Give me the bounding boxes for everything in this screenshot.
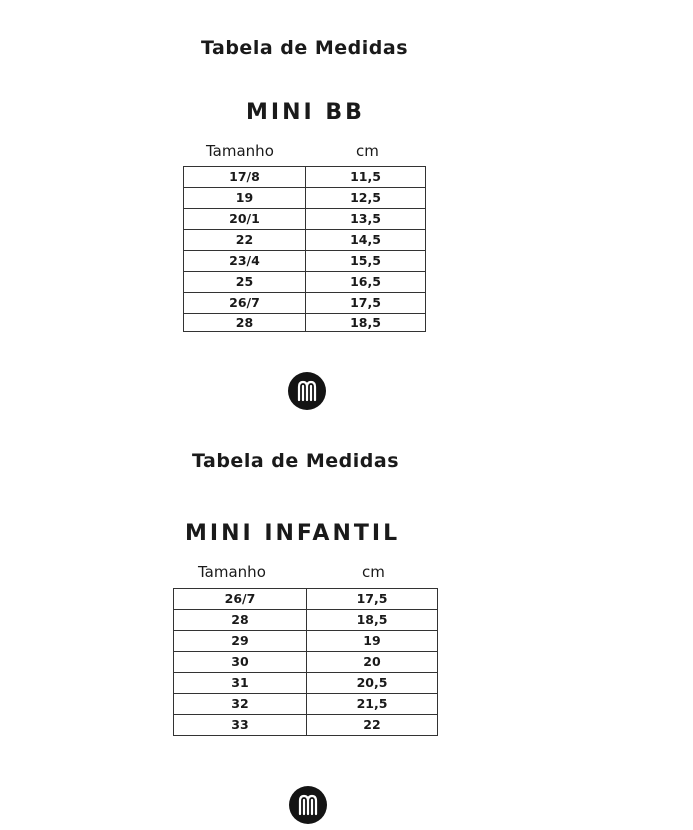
table-row: [174, 715, 438, 736]
melissa-m-logo-icon: [288, 372, 326, 410]
size-cell: 26/7: [174, 589, 307, 610]
size-cell: 28: [184, 314, 306, 332]
size-cell: 30: [174, 652, 307, 673]
size-cell: 26/7: [184, 293, 306, 314]
size-cell: 28: [174, 610, 307, 631]
cm-cell: 13,5: [306, 209, 426, 230]
table-row: [174, 631, 438, 652]
size-table-mini-infantil: [173, 588, 438, 736]
cm-cell: 16,5: [306, 272, 426, 293]
section-1-size-header: Tamanho: [206, 142, 274, 160]
table-row: [184, 167, 426, 188]
size-cell: 29: [174, 631, 307, 652]
cm-cell: 20: [307, 652, 438, 673]
size-cell: 32: [174, 694, 307, 715]
cm-cell: 20,5: [307, 673, 438, 694]
size-cell: 33: [174, 715, 307, 736]
cm-cell: 11,5: [306, 167, 426, 188]
cm-cell: 18,5: [307, 610, 438, 631]
table-row: [174, 589, 438, 610]
cm-cell: 14,5: [306, 230, 426, 251]
section-2-title: Tabela de Medidas: [192, 450, 400, 472]
table-row: [174, 610, 438, 631]
section-1-title: Tabela de Medidas: [201, 37, 409, 59]
table-row: [184, 209, 426, 230]
cm-cell: 15,5: [306, 251, 426, 272]
size-cell: 25: [184, 272, 306, 293]
section-1-cm-header: cm: [356, 142, 379, 160]
size-cell: 17/8: [184, 167, 306, 188]
table-row: [174, 673, 438, 694]
cm-cell: 19: [307, 631, 438, 652]
size-cell: 23/4: [184, 251, 306, 272]
table-row: [174, 694, 438, 715]
cm-cell: 21,5: [307, 694, 438, 715]
size-cell: 22: [184, 230, 306, 251]
cm-cell: 17,5: [306, 293, 426, 314]
cm-cell: 18,5: [306, 314, 426, 332]
cm-cell: 17,5: [307, 589, 438, 610]
table-row: [184, 188, 426, 209]
size-cell: 20/1: [184, 209, 306, 230]
section-2-size-header: Tamanho: [198, 563, 266, 581]
size-table-mini-bb: [183, 166, 426, 332]
table-row: [184, 293, 426, 314]
cm-cell: 22: [307, 715, 438, 736]
size-cell: 19: [184, 188, 306, 209]
table-row: [184, 314, 426, 332]
table-row: [184, 230, 426, 251]
melissa-m-logo-icon: [289, 786, 327, 824]
section-2-cm-header: cm: [362, 563, 385, 581]
section-2-line-name: MINI INFANTIL: [185, 521, 401, 546]
table-row: [174, 652, 438, 673]
section-1-line-name: MINI BB: [246, 100, 365, 125]
table-row: [184, 272, 426, 293]
cm-cell: 12,5: [306, 188, 426, 209]
table-row: [184, 251, 426, 272]
size-cell: 31: [174, 673, 307, 694]
